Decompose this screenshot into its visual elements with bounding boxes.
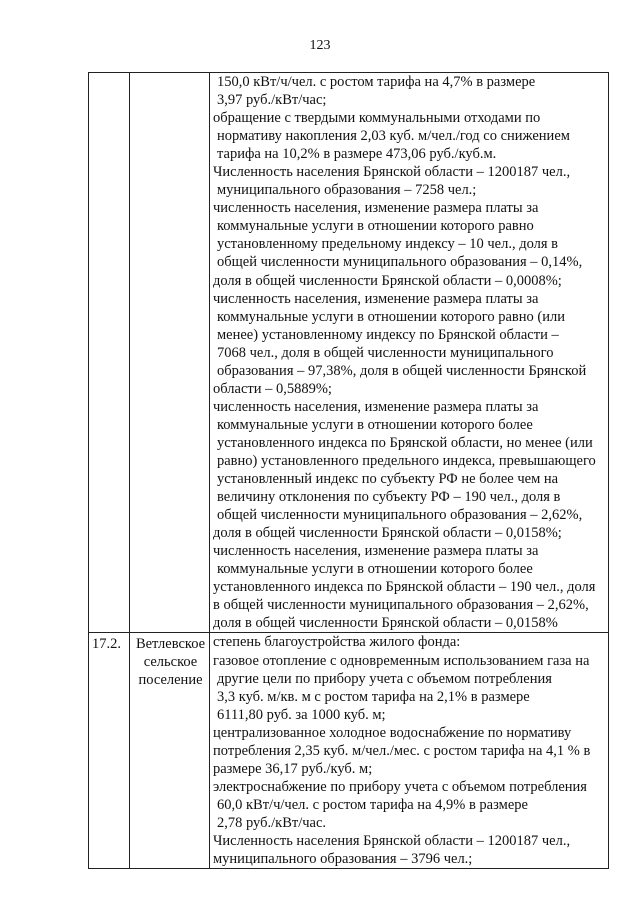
- text-line: нормативу накопления 2,03 куб. м/чел./год со снижением: [217, 128, 570, 145]
- page-number: 123: [309, 38, 331, 53]
- table-row: [89, 633, 609, 869]
- text-line: 2,78 руб./кВт/час.: [217, 814, 327, 831]
- text-line: доля в общей численности Брянской области – 0,0158%;: [213, 525, 562, 542]
- text-line: Численность населения Брянской области – 1200187 чел.,: [213, 164, 571, 181]
- text-line: в общей численности муниципального образования – 2,62%,: [213, 597, 589, 614]
- row-number-cell: [89, 633, 130, 869]
- text-line: величину отклонения по субъекту РФ – 190 чел., доля в: [217, 489, 561, 506]
- text-line: обращение с твердыми коммунальными отходами по: [213, 110, 541, 127]
- text-line: степень благоустройства жилого фонда:: [213, 634, 461, 651]
- row-number: 17.2.: [92, 636, 121, 653]
- text-line: доля в общей численности Брянской области – 0,0158%: [213, 615, 558, 632]
- text-line: доля в общей численности Брянской области – 0,0008%;: [213, 272, 562, 289]
- text-line: коммунальные услуги в отношении которого более: [217, 561, 533, 578]
- text-line: установленному предельному индексу – 10 чел., доля в: [217, 236, 559, 253]
- text-line: установленного индекса по Брянской области, но менее (или: [217, 434, 593, 451]
- table-row: [89, 73, 609, 633]
- text-line: другие цели по прибору учета с объемом потребления: [217, 670, 552, 687]
- text-line: муниципального образования – 7258 чел.;: [217, 182, 477, 199]
- text-line: 6111,80 руб. за 1000 куб. м;: [217, 706, 386, 723]
- text-line: тарифа на 10,2% в размере 473,06 руб./куб.м.: [217, 146, 497, 163]
- text-line: коммунальные услуги в отношении которого равно: [217, 218, 534, 235]
- text-line: образования – 97,38%, доля в общей численности Брянской: [217, 362, 587, 379]
- text-line: общей численности муниципального образования – 2,62%,: [217, 507, 583, 524]
- text-line: равно) установленного предельного индекса, превышающего: [217, 452, 596, 469]
- text-line: 7068 чел., доля в общей численности муниципального: [217, 344, 554, 361]
- text-line: области – 0,5889%;: [213, 380, 332, 397]
- text-line: газовое отопление с одновременным использованием газа на: [213, 652, 590, 669]
- text-line: 60,0 кВт/ч/чел. с ростом тарифа на 4,9% в размере: [217, 796, 528, 813]
- description-cell: [210, 633, 609, 869]
- text-line: централизованное холодное водоснабжение по нормативу: [213, 724, 572, 741]
- text-line: Численность населения Брянской области – 1200187 чел.,: [213, 832, 571, 849]
- document-table-body: [89, 73, 609, 869]
- text-line: коммунальные услуги в отношении которого равно (или: [217, 308, 565, 325]
- municipality-name-cell: [130, 73, 210, 633]
- text-line: размере 36,17 руб./куб. м;: [213, 760, 373, 777]
- text-line: установленного индекса по Брянской области – 190 чел., доля: [213, 579, 596, 596]
- text-line: потребления 2,35 куб. м/чел./мес. с ростом тарифа на 4,1 % в: [213, 742, 591, 759]
- text-line: менее) установленному индексу по Брянской области –: [217, 326, 559, 343]
- text-line: электроснабжение по прибору учета с объемом потребления: [213, 778, 587, 795]
- municipality-name-line: поселение: [138, 672, 203, 689]
- text-line: 3,3 куб. м/кв. м с ростом тарифа на 2,1% в размере: [217, 688, 530, 705]
- municipality-name-line: сельское: [143, 654, 198, 671]
- text-line: коммунальные услуги в отношении которого более: [217, 416, 533, 433]
- text-line: численность населения, изменение размера платы за: [213, 543, 539, 560]
- text-line: численность населения, изменение размера платы за: [213, 398, 539, 415]
- text-line: численность населения, изменение размера платы за: [213, 200, 539, 217]
- text-line: муниципального образования – 3796 чел.;: [213, 851, 473, 868]
- text-line: 3,97 руб./кВт/час;: [217, 92, 327, 109]
- text-line: численность населения, изменение размера платы за: [213, 290, 539, 307]
- text-line: общей численности муниципального образования – 0,14%,: [217, 254, 583, 271]
- text-line: 150,0 кВт/ч/чел. с ростом тарифа на 4,7% в размере: [217, 74, 536, 90]
- row-number-cell: [89, 73, 130, 633]
- document-table: [88, 72, 609, 869]
- description-cell: [210, 73, 609, 633]
- text-line: установленный индекс по субъекту РФ не более чем на: [217, 471, 559, 488]
- municipality-name-line: Ветлевское: [135, 636, 206, 653]
- municipality-name-cell: [130, 633, 210, 869]
